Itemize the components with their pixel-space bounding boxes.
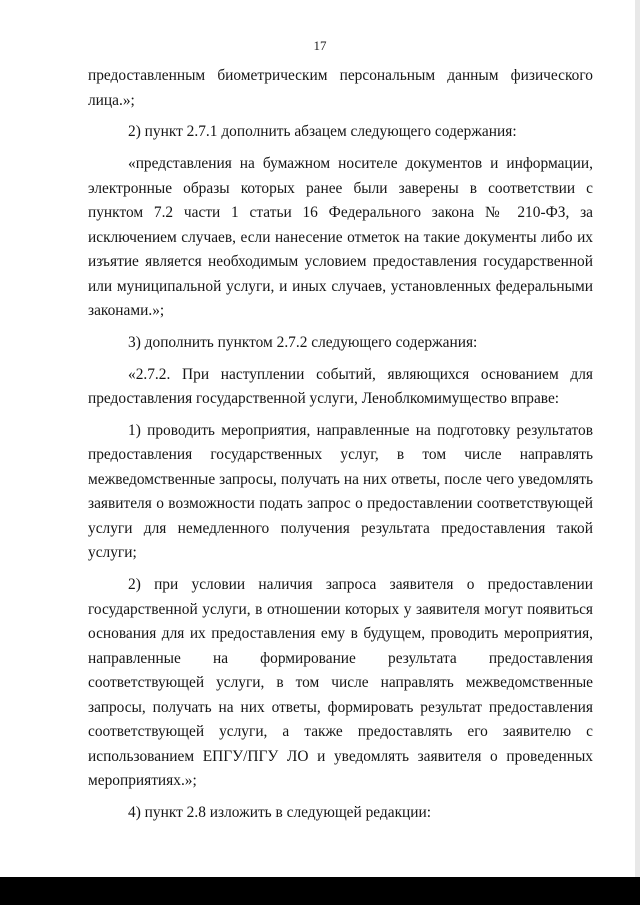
paragraph-item-4: 4) пункт 2.8 изложить в следующей редакции:: [128, 804, 432, 822]
paragraph-quoted-addition: «представления на бумажном носителе документов и информации, электронные образы которых ранее были заверены в соответствии с пунктом 7.2 части 1 статьи 16 Федерального закона № 210-ФЗ, за исключением случаев, если нанесение отметок на такие документы либо их изъятие является необходимым условием предоставления государственной или муниципальной услуги, и иных случаев, установленных федеральными законами.»;: [88, 155, 593, 320]
paragraph-subitem-1: 1) проводить мероприятия, направленные на подготовку результатов предоставления государственных услуг, в том числе направлять межведомственные запросы, получать на них ответы, после чего уведомлять заявителя о возможности подать запрос о предоставлении соответствующей услуги для немедленного получения результата предоставления такой услуги;: [88, 421, 593, 562]
paragraph-clause-2-7-2: «2.7.2. При наступлении событий, являющихся основанием для предоставления государственной услуги, Леноблкомимущество вправе:: [88, 365, 593, 408]
scan-bottom-band: [0, 877, 640, 905]
paragraph-item-2: 2) пункт 2.7.1 дополнить абзацем следующего содержания:: [128, 123, 517, 141]
paragraph-subitem-2: 2) при условии наличия запроса заявителя о предоставлении государственной услуги, в отношении которых у заявителя могут появиться основания для их предоставления ему в будущем, проводить мероприятия, направленные на формирование результата предоставления соответствующей услуги, в том числе направлять межведомственные запросы, получать на них ответы, формировать результат предоставления соответствующей услуги, а также предоставлять его заявителю с использованием ЕПГУ/ПГУ ЛО и уведомлять заявителя о проведенных мероприятиях.»;: [88, 576, 593, 790]
scan-edge: [635, 0, 640, 877]
paragraph-continuation: предоставленным биометрическим персональным данным физического лица.»;: [88, 67, 593, 109]
paragraph-item-3: 3) дополнить пунктом 2.7.2 следующего содержания:: [128, 333, 478, 351]
document-body: [88, 64, 593, 833]
page-number: 17: [313, 38, 327, 53]
